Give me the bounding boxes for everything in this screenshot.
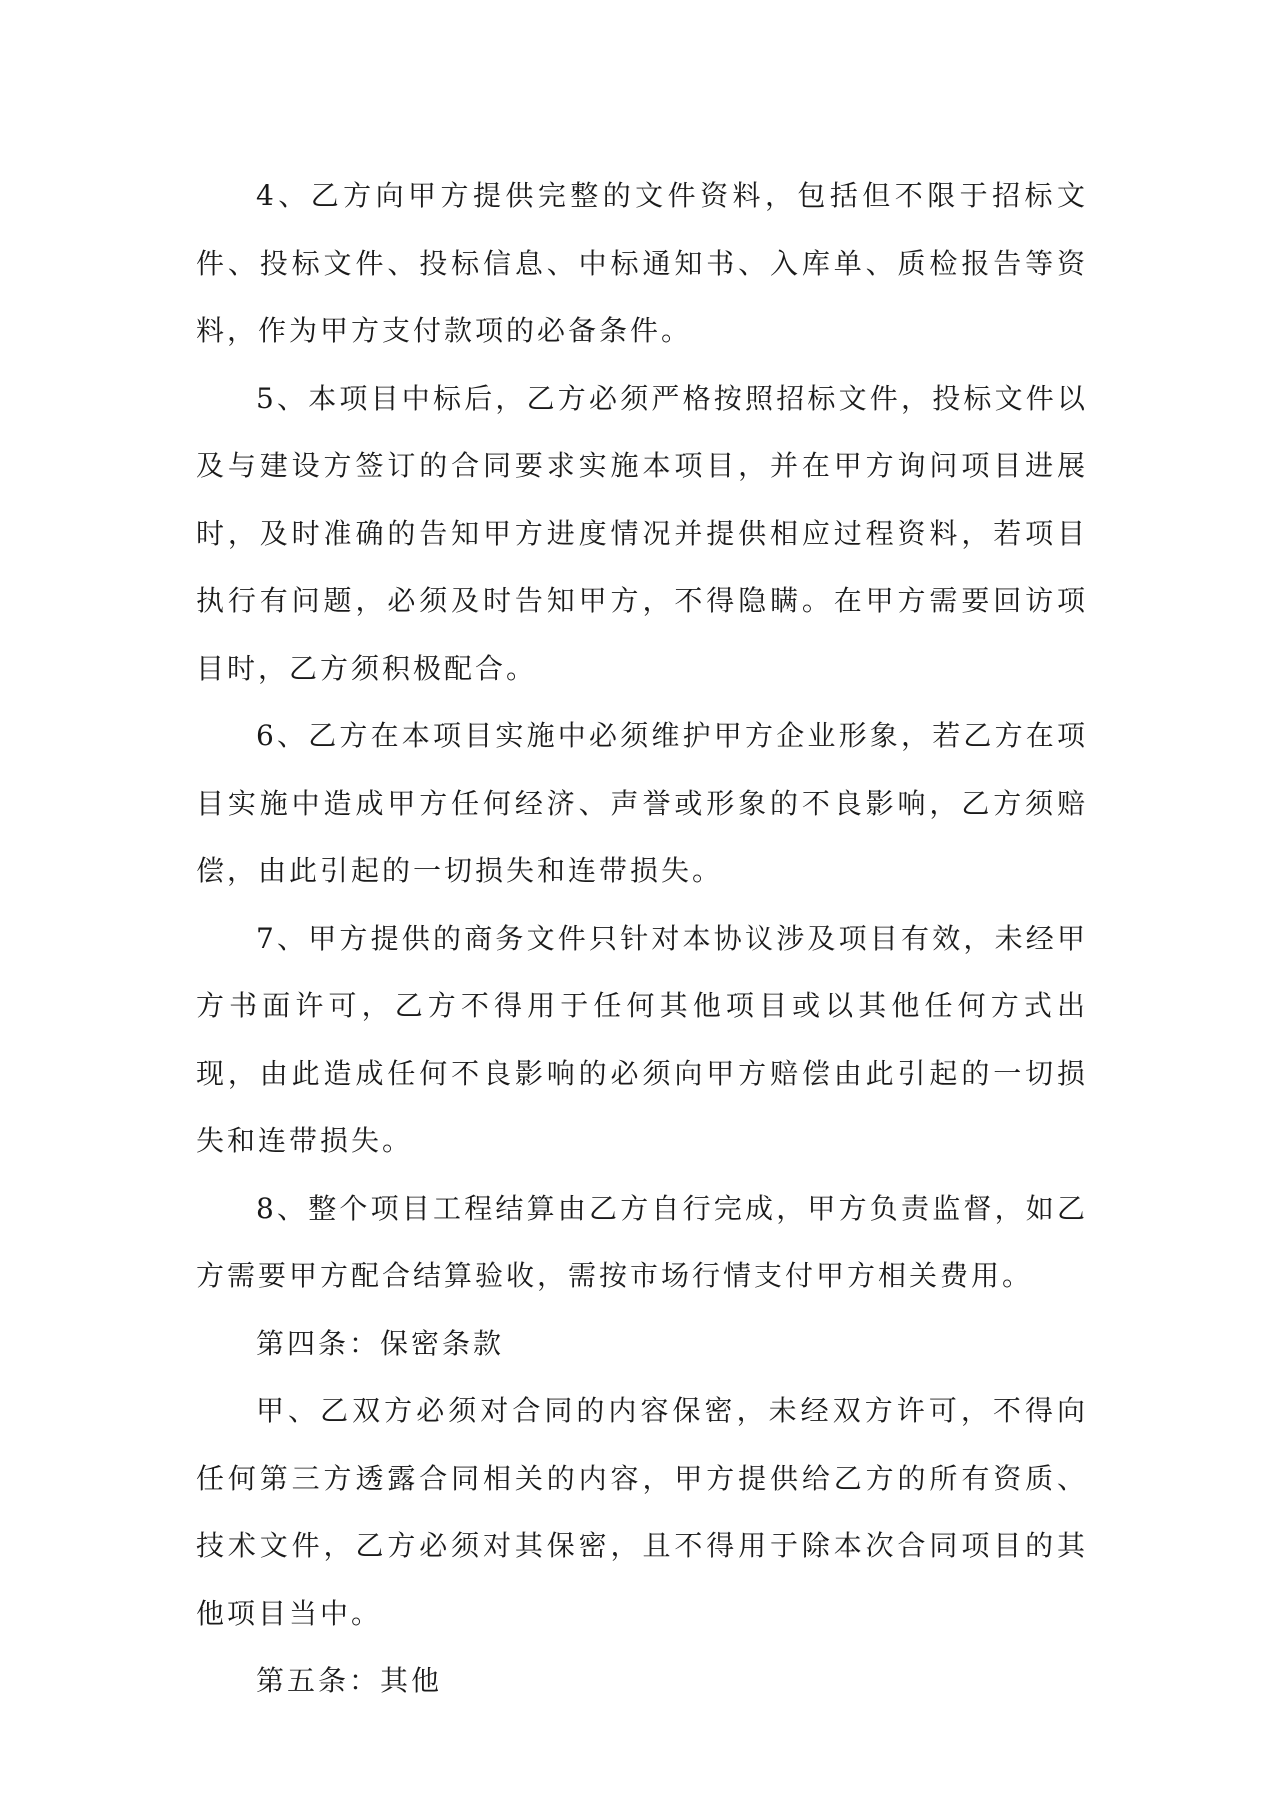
clause-8-paragraph: 8、整个项目工程结算由乙方自行完成，甲方负责监督，如乙方需要甲方配合结算验收，需按市场行情支付甲方相关费用。	[196, 1191, 1088, 1292]
clause-6-paragraph: 6、乙方在本项目实施中必须维护甲方企业形象，若乙方在项目实施中造成甲方任何经济、声誉或形象的不良影响，乙方须赔偿，由此引起的一切损失和连带损失。	[196, 719, 1088, 887]
clause-7-paragraph: 7、甲方提供的商务文件只针对本协议涉及项目有效，未经甲方书面许可，乙方不得用于任何其他项目或以其他任何方式出现，由此造成任何不良影响的必须向甲方赔偿由此引起的一切损失和连带损失。	[196, 921, 1088, 1157]
document-body	[196, 162, 1088, 1715]
confidentiality-paragraph: 甲、乙双方必须对合同的内容保密，未经双方许可，不得向任何第三方透露合同相关的内容，甲方提供给乙方的所有资质、技术文件，乙方必须对其保密，且不得用于除本次合同项目的其他项目当中。	[196, 1394, 1088, 1630]
section-4-heading: 第四条：保密条款	[256, 1326, 505, 1360]
clause-5-paragraph: 5、本项目中标后，乙方必须严格按照招标文件，投标文件以及与建设方签订的合同要求实施本项目，并在甲方询问项目进展时，及时准确的告知甲方进度情况并提供相应过程资料，若项目执行有问题，必须及时告知甲方，不得隐瞒。在甲方需要回访项目时，乙方须积极配合。	[196, 381, 1088, 685]
clause-4-paragraph: 4、乙方向甲方提供完整的文件资料，包括但不限于招标文件、投标文件、投标信息、中标通知书、入库单、质检报告等资料，作为甲方支付款项的必备条件。	[196, 179, 1088, 347]
section-5-heading: 第五条：其他	[256, 1664, 443, 1697]
